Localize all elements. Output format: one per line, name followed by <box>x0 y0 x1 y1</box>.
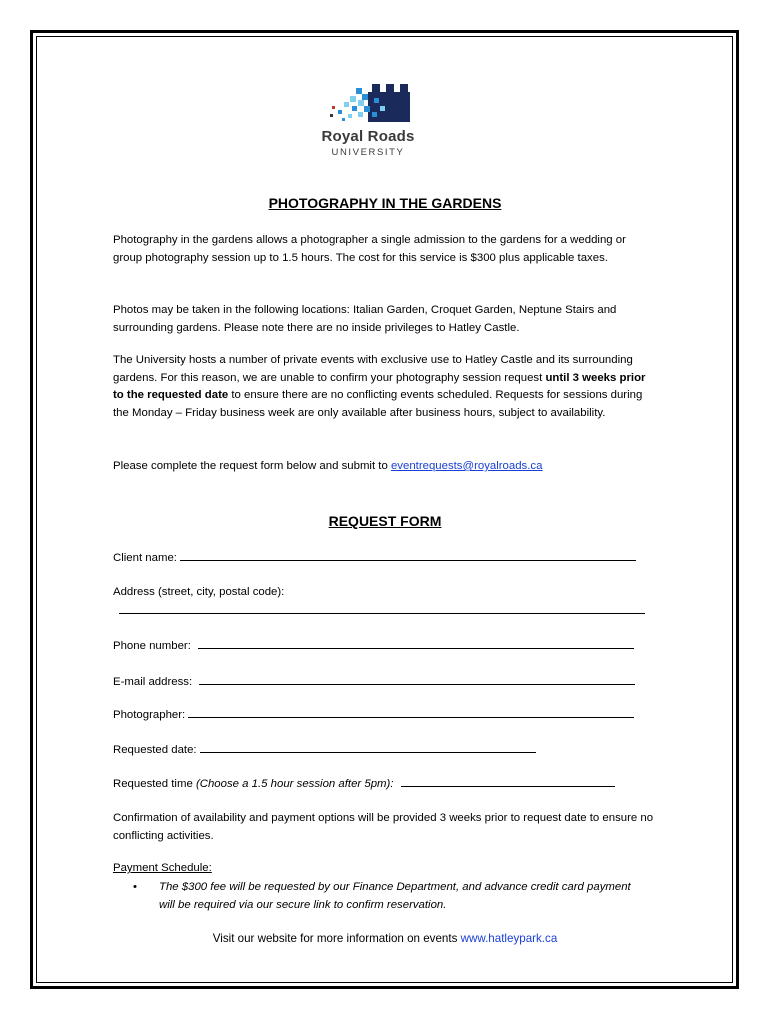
events-paragraph <box>113 352 658 422</box>
footer-text: Visit our website for more information on events <box>212 932 461 945</box>
requested-time-field <box>113 774 653 793</box>
intro-paragraph: Photography in the gardens allows a photographer a single admission to the gardens for a wedding or group photography session up to 1.5 hours. The cost for this service is $300 plus applicable taxes. <box>113 234 626 264</box>
events-text-bold: until 3 weeks prior to the requested date <box>113 371 646 402</box>
requested-time-note: (Choose a 1.5 hour session after 5pm): <box>195 778 394 790</box>
address-line-row <box>113 601 653 620</box>
client-name-input-line[interactable] <box>180 548 636 561</box>
client-name-label: Client name: <box>113 552 177 564</box>
confirmation-paragraph: Confirmation of availability and payment options will be provided 3 weeks prior to request date to ensure no conflicting activities. <box>113 812 654 842</box>
phone-input-line[interactable] <box>198 636 634 649</box>
photographer-input-line[interactable] <box>188 705 634 718</box>
logo-name: Royal Roads <box>321 128 415 145</box>
payment-schedule-title: Payment Schedule: <box>113 862 212 874</box>
castle-pixel-icon <box>328 84 410 122</box>
requested-time-label: Requested time <box>113 778 196 790</box>
address-field <box>113 584 653 601</box>
submit-paragraph <box>113 458 658 476</box>
locations-paragraph: Photos may be taken in the following locations: Italian Garden, Croquet Garden, Neptune Stairs and surrounding gardens. Please note there are no inside privileges to Hatley Castle. <box>113 304 617 334</box>
logo-subtitle: UNIVERSITY <box>331 147 405 158</box>
photographer-label: Photographer: <box>113 709 186 721</box>
address-input-line[interactable] <box>119 601 645 614</box>
requested-date-field <box>113 740 653 759</box>
email-link[interactable]: eventrequests@royalroads.ca <box>390 460 543 472</box>
email-input-line[interactable] <box>199 672 635 685</box>
phone-field <box>113 636 653 655</box>
website-link[interactable]: www.hatleypark.ca <box>460 932 558 945</box>
events-text-before: The University hosts a number of private events with exclusive use to Hatley Castle and its surrounding gardens. For this reason, we are unable to confirm your photography session request <box>113 354 633 384</box>
requested-date-label: Requested date: <box>113 744 197 756</box>
submit-text: Please complete the request form below and submit to <box>113 460 391 472</box>
events-text-after: to ensure there are no conflicting events scheduled. Requests for sessions during the Monday – Friday business week are only available after business hours, subject to availability. <box>113 389 643 419</box>
phone-label: Phone number: <box>113 640 191 652</box>
email-label: E-mail address: <box>113 676 193 688</box>
photographer-field <box>113 705 653 724</box>
requested-time-input-line[interactable] <box>401 774 615 787</box>
email-field <box>113 672 653 691</box>
payment-schedule-text: The $300 fee will be requested by our Finance Department, and advance credit card payment will be required via our secure link to confirm reservation. <box>159 881 631 911</box>
form-title: REQUEST FORM <box>328 513 442 529</box>
client-name-field <box>113 548 653 567</box>
address-label: Address (street, city, postal code): <box>113 586 285 598</box>
bullet-icon: • <box>133 881 137 893</box>
page-title: PHOTOGRAPHY IN THE GARDENS <box>268 195 502 211</box>
footer <box>0 932 770 945</box>
university-logo <box>318 84 418 160</box>
requested-date-input-line[interactable] <box>200 740 536 753</box>
